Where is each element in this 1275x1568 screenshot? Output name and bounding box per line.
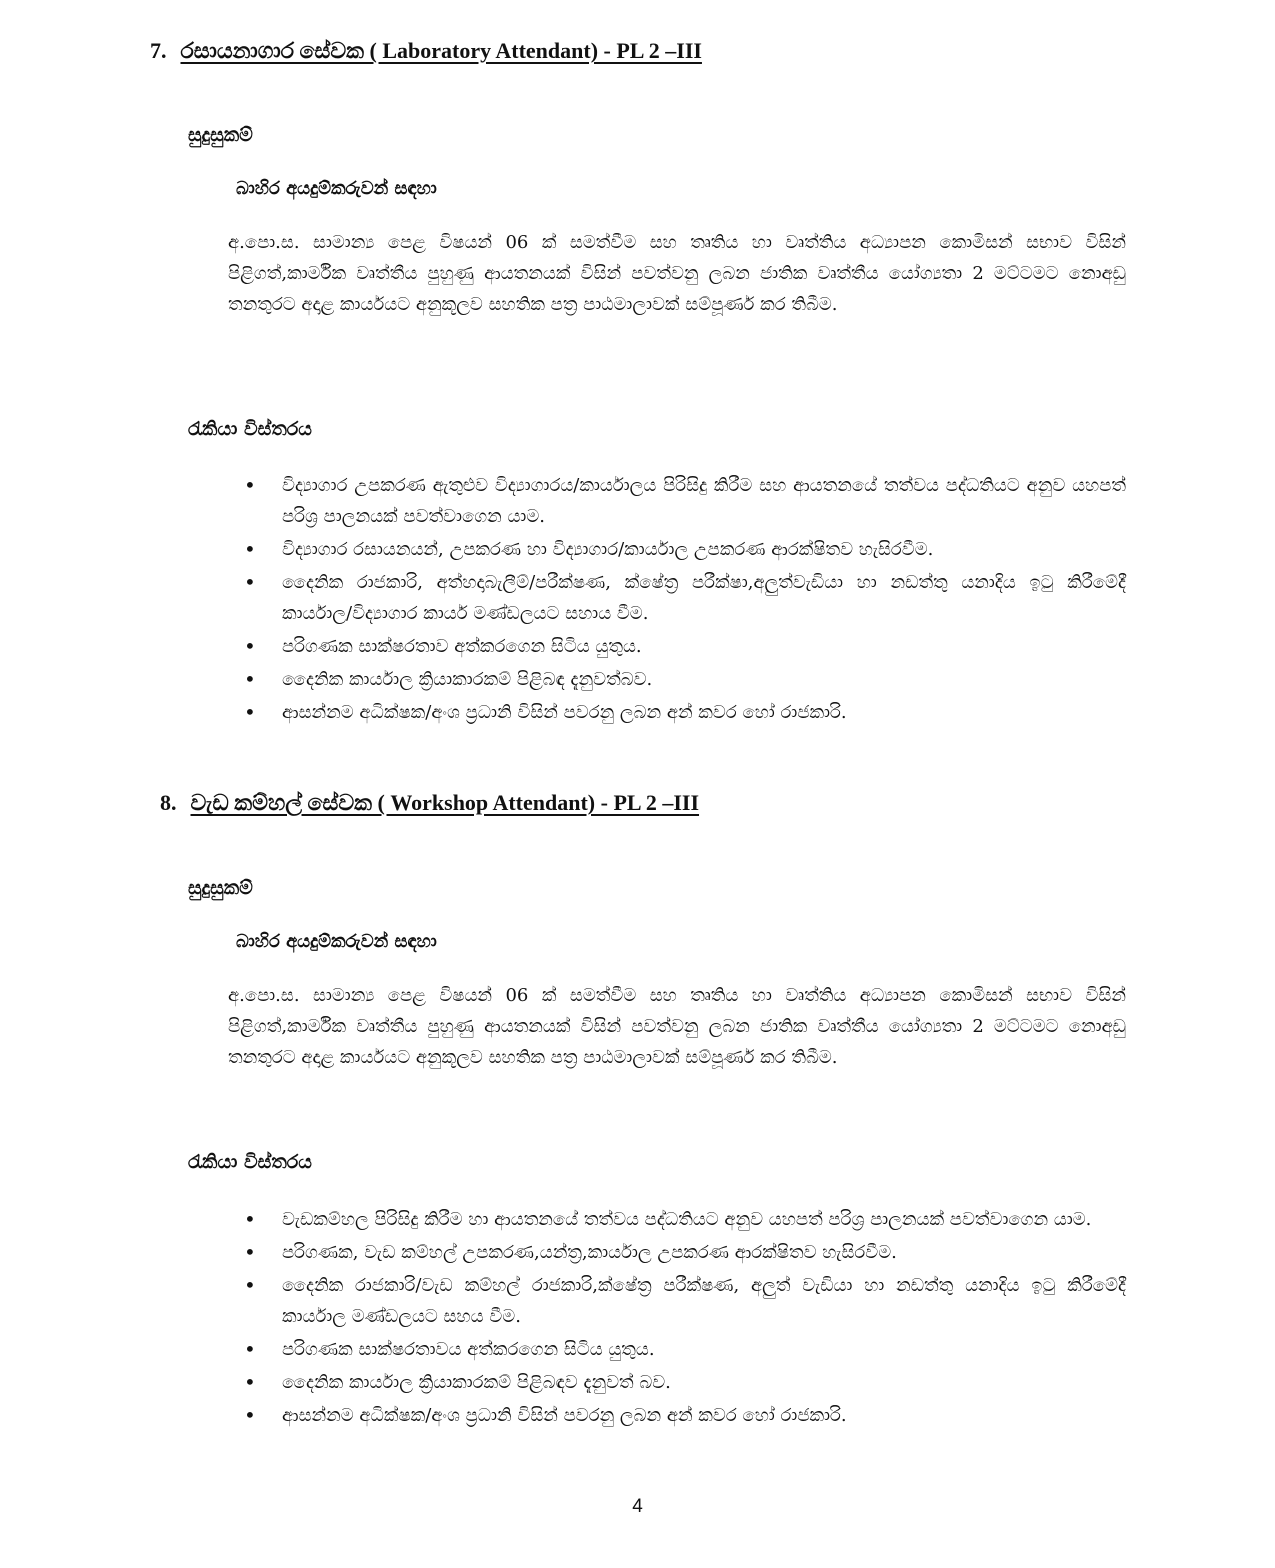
bullet-icon: • <box>244 700 256 724</box>
bullet-icon: • <box>244 537 256 561</box>
duties-list <box>240 1204 1126 1433</box>
page-number: 4 <box>632 1496 643 1517</box>
duty-text: පරිගණක සාක්ෂරතාව අත්කරගෙන සිටිය යුතුය. <box>282 636 642 657</box>
qualification-text: අ.පො.ස. සාමාන්‍ය පෙළ විෂයන් 06 ක් සමත්වීම සහ තෘතිය හා වෘත්තිය අධ්‍යාපන කොමිසන් සභාව විසින් පිළිගත්,කාර්මික වෘත්තීය පුහුණු ආයතනයක් විසින් පවත්වනු ලබන ජාතික වෘත්තීය යෝග්‍යතා 2 මට්ටමට නොඅඩු තනතුරට අදාළ කාර්යයට අනුකූලව සහතික පත්‍ර පාඨමාලාවක් සම්පූර්ණ කර තිබීම. <box>228 232 1126 315</box>
bullet-icon: • <box>244 634 256 658</box>
duty-text: විද්‍යාගාර උපකරණ ඇතුළුව විද්‍යාගාරය/කාර්යාලය පිරිසිදු කිරීම සහ ආයතනයේ තත්වය පද්ධතියට අනුව යහපත් පරිශ්‍ර පාලනයක් පවත්වාගෙන යාම. <box>282 475 1126 527</box>
bullet-icon: • <box>244 1273 256 1297</box>
list-item <box>240 1367 1126 1398</box>
duty-text: පරිගණක, වැඩ කම්හල් උපකරණ,යන්ත්‍ර,කාර්යාල උපකරණ ආරක්ෂිතව හැසිරවීම. <box>282 1242 897 1263</box>
list-item <box>240 1334 1126 1365</box>
section-title: වැඩ කම්හල් සේවක ( Workshop Attendant) - PL 2 –III <box>190 790 700 815</box>
bullet-icon: • <box>244 667 256 691</box>
duty-text: ආසන්නම අධික්ෂක/අංශ ප්‍රධානි විසින් පවරනු ලබන අන් කවර හෝ රාජකාරි. <box>282 702 847 723</box>
external-applicants-label: බාහිර අයදුම්කරුවන් සඳහා <box>236 931 437 952</box>
job-description-label: රැකියා විස්තරය <box>188 418 312 440</box>
duty-text: දෛනික රාජකාරි/වැඩ කම්හල් රාජකාරි,ක්ෂේත්‍ර පරීක්ෂණ, අලුත් වැඩියා හා නඩත්තු යනාදිය ඉටු කිරීමේදී කාර්යාල මණ්ඩලයට සහය වීම. <box>282 1275 1126 1327</box>
bullet-icon: • <box>244 1370 256 1394</box>
section-heading <box>160 790 699 816</box>
list-item <box>240 534 1126 565</box>
duty-text: දෛනික රාජකාරි, අත්හදාබැලීම්/පරීක්ෂණ, ක්ෂේත්‍ර පරීක්ෂා,අලුත්වැඩියා හා නඩත්තු යනාදිය ඉටු කිරීමේදී කාර්යාල/විද්‍යාගාර කාර්ය මණ්ඩලයට සහාය වීම. <box>282 572 1126 624</box>
bullet-icon: • <box>244 473 256 497</box>
list-item <box>240 470 1126 532</box>
bullet-icon: • <box>244 1337 256 1361</box>
duties-list <box>240 470 1126 730</box>
external-applicants-label: බාහිර අයදුම්කරුවන් සඳහා <box>236 178 437 199</box>
bullet-icon: • <box>244 1403 256 1427</box>
duty-text: ආසන්නම අධික්ෂක/අංශ ප්‍රධානි විසින් පවරනු ලබන අන් කවර හෝ රාජකාරි. <box>282 1405 847 1426</box>
qualification-text: අ.පො.ස. සාමාන්‍ය පෙළ විෂයන් 06 ක් සමත්වීම සහ තෘතිය හා වෘත්තිය අධ්‍යාපන කොමිසන් සභාව විසින් පිළිගත්,කාර්මික වෘත්තීය පුහුණු ආයතනයක් විසින් පවත්වනු ලබන ජාතික වෘත්තීය යෝග්‍යතා 2 මට්ටමට නොඅඩු තනතුරට අදාළ කාර්යයට අනුකූලව සහතික පත්‍ර පාඨමාලාවක් සම්පූර්ණ කර තිබීම. <box>228 985 1126 1068</box>
duty-text: විද්‍යාගාර රසායනයන්, උපකරණ හා විද්‍යාගාර/කාර්යාල උපකරණ ආරක්ෂිතව හැසිරවීම. <box>282 539 934 560</box>
qualifications-label: සුදුසුකම් <box>188 124 253 146</box>
section-title: රසායනාගාර සේවක ( Laboratory Attendant) - PL 2 –III <box>180 38 702 63</box>
qualifications-label: සුදුසුකම් <box>188 877 253 899</box>
list-item <box>240 1400 1126 1431</box>
duty-text: දෛනික කාර්යාල ක්‍රියාකාරකම් පිළිබඳව දැනුවත් බව. <box>282 1372 671 1393</box>
list-item <box>240 1204 1126 1235</box>
list-item <box>240 1237 1126 1268</box>
list-item <box>240 631 1126 662</box>
duty-text: පරිගණක සාක්ෂරතාවය අත්කරගෙන සිටිය යුතුය. <box>282 1339 655 1360</box>
duty-text: දෛනික කාර්යාල ක්‍රියාකාරකම් පිළිබඳ දැනුවත්බව. <box>282 669 653 690</box>
list-item <box>240 567 1126 629</box>
section-number: 8. <box>160 790 177 815</box>
list-item <box>240 1270 1126 1332</box>
bullet-icon: • <box>244 1207 256 1231</box>
list-item <box>240 664 1126 695</box>
duty-text: වැඩකම්හල පිරිසිදු කිරීම හා ආයතනයේ තත්වය පද්ධතියට අනුව යහපත් පරිශ්‍ර පාලනයක් පවත්වාගෙන යාම. <box>282 1209 1092 1230</box>
bullet-icon: • <box>244 570 256 594</box>
job-description-label: රැකියා විස්තරය <box>188 1151 312 1173</box>
bullet-icon: • <box>244 1240 256 1264</box>
section-number: 7. <box>150 38 167 63</box>
section-heading <box>150 38 702 64</box>
list-item <box>240 697 1126 728</box>
